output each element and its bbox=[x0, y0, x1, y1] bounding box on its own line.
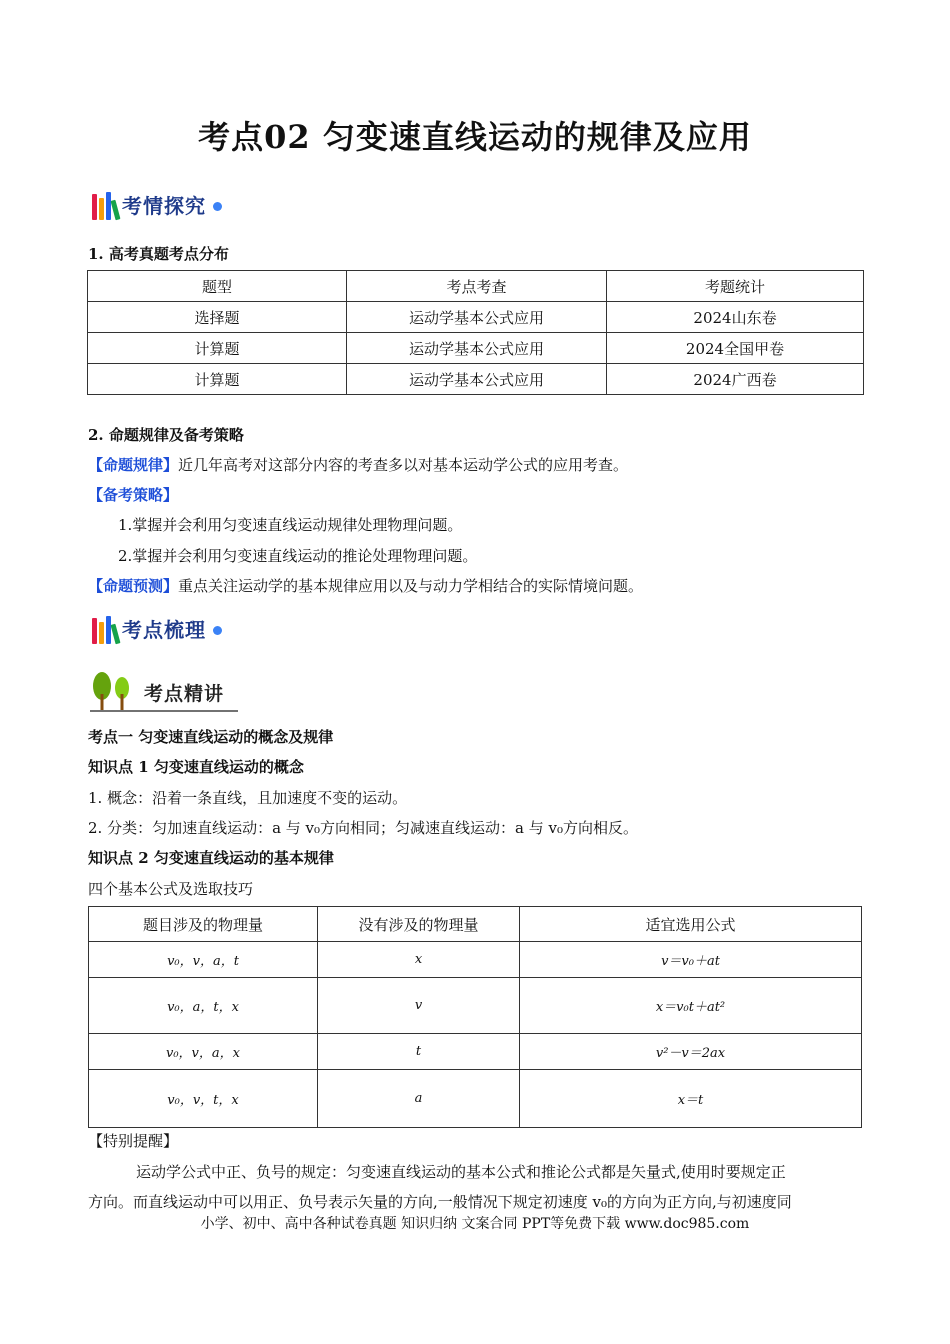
table-cell: v₀，a，t，x bbox=[89, 978, 318, 1034]
table-header: 考点考查 bbox=[347, 271, 607, 302]
strategy-item: 2.掌握并会利用匀变速直线运动的推论处理物理问题。 bbox=[118, 547, 478, 565]
topic-title: 考点一 匀变速直线运动的概念及规律 bbox=[88, 728, 334, 746]
strategy-item: 1.掌握并会利用匀变速直线运动规律处理物理问题。 bbox=[118, 516, 463, 534]
strategy-line bbox=[88, 485, 178, 505]
table-cell: v bbox=[318, 978, 520, 1034]
table-row bbox=[89, 1034, 862, 1070]
table-cell: v₀，v，a，t bbox=[89, 942, 318, 978]
predict-tag: 【命题预测】 bbox=[88, 577, 179, 595]
section-heading: 2. 命题规律及备考策略 bbox=[88, 426, 244, 444]
table-cell: v₀，v，t，x bbox=[89, 1070, 318, 1128]
concept-item: 1. 概念：沿着一条直线，且加速度不变的运动。 bbox=[88, 789, 408, 807]
banner-label: 考点梳理 bbox=[122, 618, 206, 642]
predict-text: 重点关注运动学的基本规律应用以及与动力学相结合的实际情境问题。 bbox=[178, 577, 644, 595]
table-cell: x＝v₀t＋at² bbox=[520, 978, 862, 1034]
dot-icon bbox=[213, 626, 222, 635]
knowledge-point-title: 知识点 2 匀变速直线运动的基本规律 bbox=[88, 849, 334, 867]
table-cell: v₀，v，a，x bbox=[89, 1034, 318, 1070]
table-row bbox=[88, 333, 864, 364]
books-icon bbox=[92, 192, 118, 220]
table-row bbox=[89, 978, 862, 1034]
section-banner-detail bbox=[88, 670, 248, 718]
rule-tag: 【命题规律】 bbox=[88, 456, 179, 474]
table-cell: x＝t bbox=[520, 1070, 862, 1128]
table-cell: 2024全国甲卷 bbox=[607, 333, 864, 364]
table-row bbox=[89, 1070, 862, 1128]
table-row bbox=[88, 302, 864, 333]
knowledge-point-title: 知识点 1 匀变速直线运动的概念 bbox=[88, 758, 304, 776]
table-header: 考题统计 bbox=[607, 271, 864, 302]
table-cell: t bbox=[318, 1034, 520, 1070]
formula-table bbox=[88, 906, 862, 1128]
table-header: 适宜选用公式 bbox=[520, 907, 862, 942]
banner-label: 考情探究 bbox=[122, 194, 206, 218]
table-cell: 计算题 bbox=[88, 364, 347, 395]
table-row bbox=[88, 364, 864, 395]
table-cell: 运动学基本公式应用 bbox=[347, 364, 607, 395]
classification-item: 2. 分类：匀加速直线运动：a 与 v₀方向相同；匀减速直线运动：a 与 v₀方向相反。 bbox=[88, 819, 639, 837]
table-cell: 2024广西卷 bbox=[607, 364, 864, 395]
table-cell: 选择题 bbox=[88, 302, 347, 333]
table-row bbox=[89, 942, 862, 978]
table-cell: a bbox=[318, 1070, 520, 1128]
rule-line bbox=[88, 455, 628, 475]
reminder-line: 方向。而直线运动中可以用正、负号表示矢量的方向,一般情况下规定初速度 v₀的方向为正方向,与初速度同 bbox=[88, 1193, 792, 1211]
table-cell: 2024山东卷 bbox=[607, 302, 864, 333]
dot-icon bbox=[213, 202, 222, 211]
table-cell: 运动学基本公式应用 bbox=[347, 302, 607, 333]
reminder-tag: 【特别提醒】 bbox=[88, 1132, 179, 1150]
page-title: 考点02 匀变速直线运动的规律及应用 bbox=[198, 118, 752, 156]
subheading: 四个基本公式及选取技巧 bbox=[88, 880, 254, 898]
table-cell: 计算题 bbox=[88, 333, 347, 364]
table-cell: v²－v＝2ax bbox=[520, 1034, 862, 1070]
reminder-line: 运动学公式中正、负号的规定：匀变速直线运动的基本公式和推论公式都是矢量式,使用时要规定正 bbox=[136, 1163, 786, 1181]
page-footer: 小学、初中、高中各种试卷真题 知识归纳 文案合同 PPT等免费下载 www.doc985.com bbox=[200, 1216, 750, 1232]
table-cell: 运动学基本公式应用 bbox=[347, 333, 607, 364]
table-cell: x bbox=[318, 942, 520, 978]
table-header-row bbox=[89, 907, 862, 942]
exam-distribution-table bbox=[87, 270, 864, 395]
strategy-tag: 【备考策略】 bbox=[88, 486, 179, 504]
predict-line bbox=[88, 576, 643, 596]
section-banner-knowledge bbox=[92, 612, 222, 644]
table-header-row bbox=[88, 271, 864, 302]
table-header: 没有涉及的物理量 bbox=[318, 907, 520, 942]
rule-text: 近几年高考对这部分内容的考查多以对基本运动学公式的应用考查。 bbox=[178, 456, 629, 474]
banner-label: 考点精讲 bbox=[144, 683, 225, 705]
table-header: 题目涉及的物理量 bbox=[89, 907, 318, 942]
section-banner-exam-analysis bbox=[92, 188, 222, 220]
section-heading: 1. 高考真题考点分布 bbox=[88, 245, 229, 263]
books-icon bbox=[92, 616, 118, 644]
table-header: 题型 bbox=[88, 271, 347, 302]
table-cell: v＝v₀＋at bbox=[520, 942, 862, 978]
